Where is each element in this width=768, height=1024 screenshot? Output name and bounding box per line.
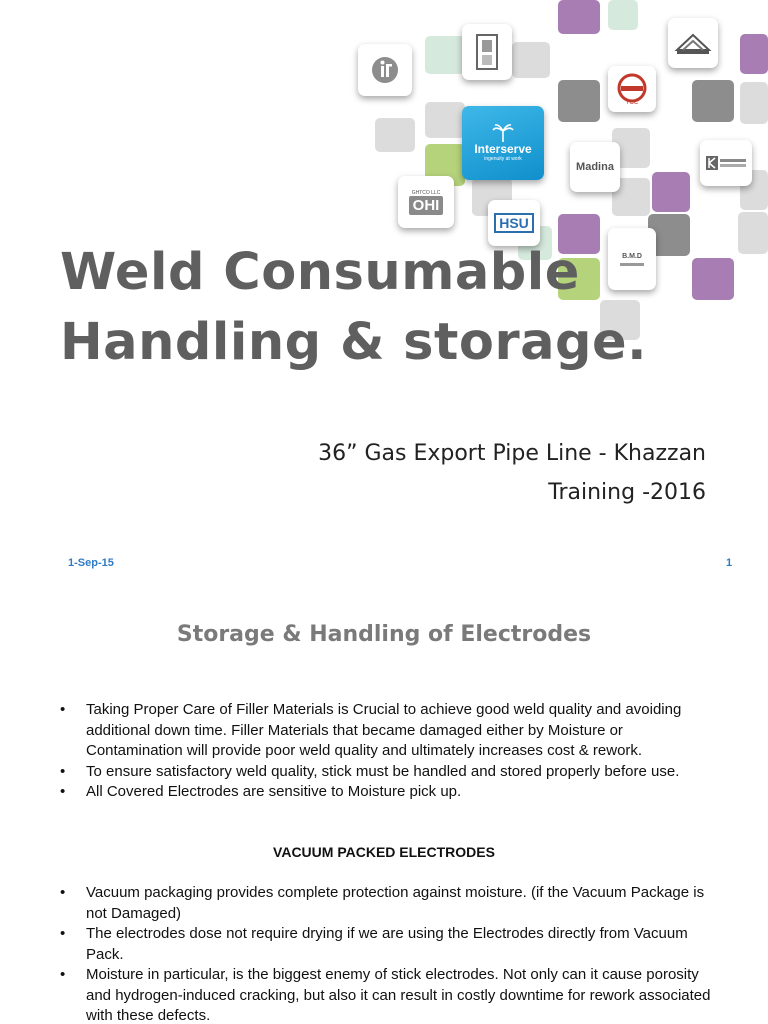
subtitle-line-1: 36” Gas Export Pipe Line - Khazzan [318,441,706,466]
hsu-logo-text: HSU [494,213,534,233]
palm-icon [492,124,514,142]
list-item [58,883,718,924]
arch-logo [668,18,718,68]
k-logo-icon [706,156,746,170]
ohi-top-text: GHTCO LLC [411,189,441,196]
emblem-logo-icon [474,32,500,72]
tcc-logo-text: TCC [625,100,639,106]
fi-logo-icon [370,55,400,85]
emblem-logo [462,24,512,80]
arch-logo-icon [674,30,712,56]
bullet-text: Taking Proper Care of Filler Materials is Crucial to achieve good weld quality and avoiding additional down time. Filler Materials that became damaged either by Moisture or Contamination will provide poor weld quality and ultimately increases cost & rework. [86,701,682,759]
decor-tile [738,212,768,254]
bullet-text: Vacuum packaging provides complete protection against moisture. (if the Vacuum Package is not Damaged) [86,884,705,922]
decor-tile [425,102,465,138]
decor-tile [558,80,600,122]
bullet-text: Moisture in particular, is the biggest enemy of stick electrodes. Not only can it cause porosity and hydrogen-induced cracking, but also it can result in costly downtime for rework associated with these defects. [86,966,711,1024]
list-item [58,762,718,783]
decor-tile [740,34,768,74]
tcc-logo [608,66,656,112]
slide-date: 1-Sep-15 [68,557,114,569]
bullet-icon: • [60,884,66,901]
fi-logo [358,44,412,96]
slide-title-heading [60,238,647,378]
title-line-2: Handling & storage. [60,313,647,372]
title-line-1: Weld Consumable [60,243,580,302]
bullet-icon: • [60,701,66,718]
ohi-logo-text: OHI [409,196,444,215]
bullet-icon: • [60,966,66,983]
decor-tile [558,0,600,34]
slide-heading: Storage & Handling of Electrodes [176,622,592,647]
bullet-text: All Covered Electrodes are sensitive to Moisture pick up. [86,783,462,800]
decor-tile [740,82,768,124]
k-logo [700,140,752,186]
bullet-icon: • [60,783,66,800]
bullet-text: To ensure satisfactory weld quality, stick must be handled and stored properly before use. [86,762,680,780]
ohi-logo [398,176,454,228]
interserve-name: Interserve [474,142,532,156]
decor-tile [425,36,465,74]
interserve-tagline: ingenuity at work [484,156,522,162]
list-item [58,924,718,965]
madina-logo [570,142,620,192]
vacuum-bullet-list [58,883,718,1024]
decor-tile [692,258,734,300]
intro-bullet-list [58,700,718,803]
decor-tile [692,80,734,122]
slide-electrodes [0,580,768,1024]
list-item [58,782,718,803]
decor-tile [608,0,638,30]
decor-tile [512,42,550,78]
bmd-logo-text: B.M.D [622,252,642,260]
subtitle-line-2: Training -2016 [548,480,706,505]
bullet-icon: • [60,925,66,942]
list-item [58,700,718,762]
decor-tile [375,118,415,152]
interserve-logo [462,106,544,180]
section-subheading: VACUUM PACKED ELECTRODES [273,844,495,860]
list-item [58,965,718,1024]
bullet-icon: • [60,762,66,780]
bullet-text: The electrodes dose not require drying if we are using the Electrodes directly from Vacuum Pack. [86,925,688,963]
page-number: 1 [726,557,733,569]
madina-logo-text: Madina [576,161,614,173]
decor-tile [652,172,690,212]
